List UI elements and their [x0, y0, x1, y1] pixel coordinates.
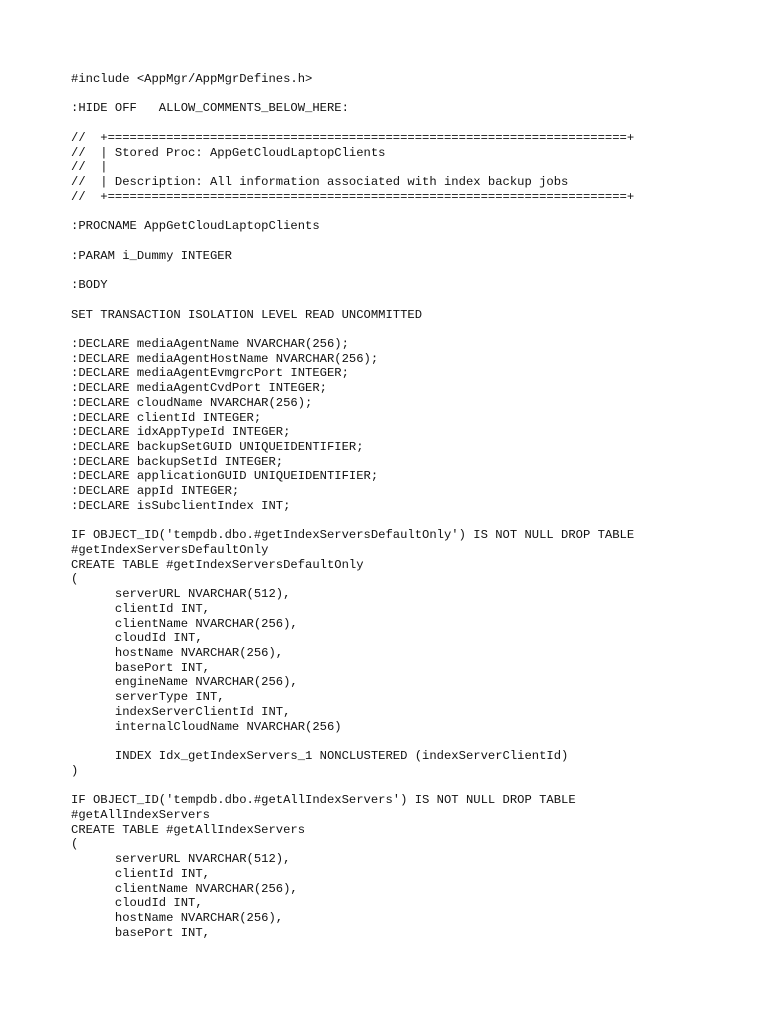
code-line: :PARAM i_Dummy INTEGER [71, 248, 232, 263]
code-line: :DECLARE applicationGUID UNIQUEIDENTIFIER; [71, 469, 379, 484]
code-line: :DECLARE isSubclientIndex INT; [71, 498, 291, 513]
code-line: :DECLARE backupSetGUID UNIQUEIDENTIFIER; [71, 439, 364, 454]
code-line: #include <AppMgr/AppMgrDefines.h> [71, 72, 313, 86]
blank-line [71, 87, 634, 102]
code-line: :DECLARE mediaAgentCvdPort INTEGER; [71, 381, 327, 396]
code-line: clientId INT, [71, 601, 210, 616]
code-line: hostName NVARCHAR(256), [71, 910, 284, 925]
code-listing [71, 72, 634, 940]
code-line: // | Stored Proc: AppGetCloudLaptopClients [71, 145, 386, 160]
code-line: IF OBJECT_ID('tempdb.dbo.#getAllIndexServers') IS NOT NULL DROP TABLE [71, 793, 576, 808]
code-line: IF OBJECT_ID('tempdb.dbo.#getIndexServersDefaultOnly') IS NOT NULL DROP TABLE [71, 528, 635, 543]
code-line: #getIndexServersDefaultOnly [71, 543, 269, 557]
code-line: ( [71, 572, 79, 587]
blank-line [71, 116, 634, 131]
code-line: internalCloudName NVARCHAR(256) [71, 719, 342, 734]
code-line: // +=======================================================================+ [71, 189, 635, 204]
code-line: serverType INT, [71, 690, 225, 705]
code-line: basePort INT, [71, 660, 210, 675]
code-line: :HIDE OFF ALLOW_COMMENTS_BELOW_HERE: [71, 101, 349, 116]
code-line: hostName NVARCHAR(256), [71, 646, 284, 661]
code-line: // | [71, 160, 108, 175]
blank-line [71, 514, 634, 529]
code-line: ) [71, 763, 79, 778]
code-line: ( [71, 837, 79, 852]
blank-line [71, 204, 634, 219]
blank-line [71, 234, 634, 249]
code-line: // | Description: All information associated with index backup jobs [71, 175, 569, 190]
code-line: :PROCNAME AppGetCloudLaptopClients [71, 219, 320, 234]
code-line: CREATE TABLE #getIndexServersDefaultOnly [71, 557, 364, 572]
code-line: :DECLARE appId INTEGER; [71, 484, 240, 499]
code-line: cloudId INT, [71, 896, 203, 911]
blank-line [71, 779, 634, 794]
code-line: CREATE TABLE #getAllIndexServers [71, 822, 306, 837]
blank-line [71, 322, 634, 337]
blank-line [71, 263, 634, 278]
code-line: :BODY [71, 278, 108, 293]
code-line: :DECLARE cloudName NVARCHAR(256); [71, 395, 313, 410]
code-line: :DECLARE idxAppTypeId INTEGER; [71, 425, 291, 440]
code-line: indexServerClientId INT, [71, 704, 291, 719]
code-line: SET TRANSACTION ISOLATION LEVEL READ UNCOMMITTED [71, 307, 423, 322]
blank-line [71, 293, 634, 308]
code-line: clientId INT, [71, 866, 210, 881]
code-line: #getAllIndexServers [71, 807, 210, 822]
code-line: clientName NVARCHAR(256), [71, 881, 298, 896]
code-line: serverURL NVARCHAR(512), [71, 852, 291, 867]
code-line: engineName NVARCHAR(256), [71, 675, 298, 690]
blank-line [71, 734, 634, 749]
code-line: cloudId INT, [71, 631, 203, 646]
code-line: :DECLARE clientId INTEGER; [71, 410, 262, 425]
code-line: :DECLARE mediaAgentEvmgrcPort INTEGER; [71, 366, 349, 381]
code-line: basePort INT, [71, 925, 210, 940]
code-line: serverURL NVARCHAR(512), [71, 587, 291, 602]
code-line: clientName NVARCHAR(256), [71, 616, 298, 631]
code-line: INDEX Idx_getIndexServers_1 NONCLUSTERED (indexServerClientId) [71, 749, 569, 764]
code-line: // +=======================================================================+ [71, 130, 635, 145]
code-line: :DECLARE mediaAgentName NVARCHAR(256); [71, 336, 349, 351]
code-line: :DECLARE backupSetId INTEGER; [71, 454, 284, 469]
code-line: :DECLARE mediaAgentHostName NVARCHAR(256); [71, 351, 379, 366]
